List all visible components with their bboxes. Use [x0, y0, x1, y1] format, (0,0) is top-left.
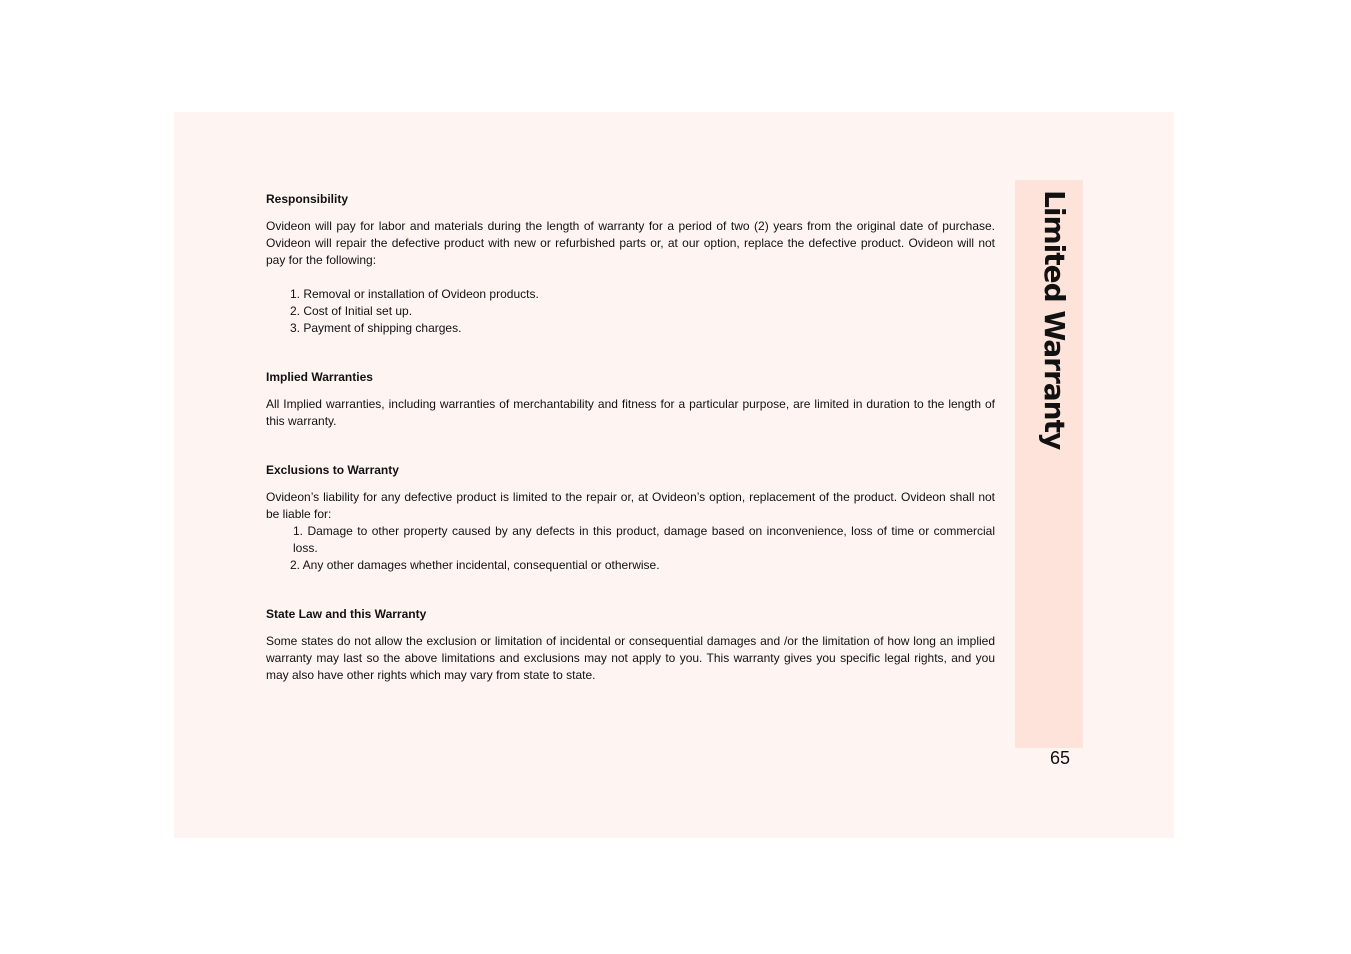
list-item: 1. Removal or installation of Ovideon products. — [290, 287, 539, 301]
liability-list — [266, 523, 995, 574]
chapter-title: Limited Warranty — [1038, 190, 1071, 450]
section-heading: Exclusions to Warranty — [266, 463, 399, 477]
section-heading: Implied Warranties — [266, 370, 373, 384]
section-body: All Implied warranties, including warranties of merchantability and fitness for a particular purpose, are limited in duration to the length of this warranty. — [266, 397, 995, 428]
section-responsibility — [266, 192, 995, 337]
page-number: 65 — [1050, 748, 1071, 768]
section-body: Ovideon will pay for labor and materials during the length of warranty for a period of two (2) years from the original date of purchase. Ovideon will repair the defective product with new or refurbished parts or, at our option, replace the defective product. Ovideon will not pay for the following: — [266, 219, 995, 267]
section-implied-warranties — [266, 370, 995, 430]
list-item: 3. Payment of shipping charges. — [290, 321, 462, 335]
section-state-law — [266, 607, 995, 684]
chapter-side-tab — [1015, 180, 1083, 748]
exclusion-list — [266, 286, 995, 337]
list-item: 2. Cost of Initial set up. — [290, 304, 413, 318]
section-body: Ovideon’s liability for any defective product is limited to the repair or, at Ovideon’s option, replacement of the product. Ovideon shall not be liable for: — [266, 490, 995, 521]
warranty-content — [266, 192, 995, 684]
list-item: 2. Any other damages whether incidental, consequential or otherwise. — [290, 558, 660, 572]
section-heading: State Law and this Warranty — [266, 607, 427, 621]
document-page — [174, 112, 1174, 838]
section-body: Some states do not allow the exclusion or limitation of incidental or consequential damages and /or the limitation of how long an implied warranty may last so the above limitations and exclusions may not apply to you. This warranty gives you specific legal rights, and you may also have other rights which may vary from state to state. — [266, 634, 995, 682]
section-exclusions — [266, 463, 995, 574]
list-item: 1. Damage to other property caused by any defects in this product, damage based on inconvenience, loss of time or commercial loss. — [293, 524, 995, 555]
section-heading: Responsibility — [266, 192, 349, 206]
